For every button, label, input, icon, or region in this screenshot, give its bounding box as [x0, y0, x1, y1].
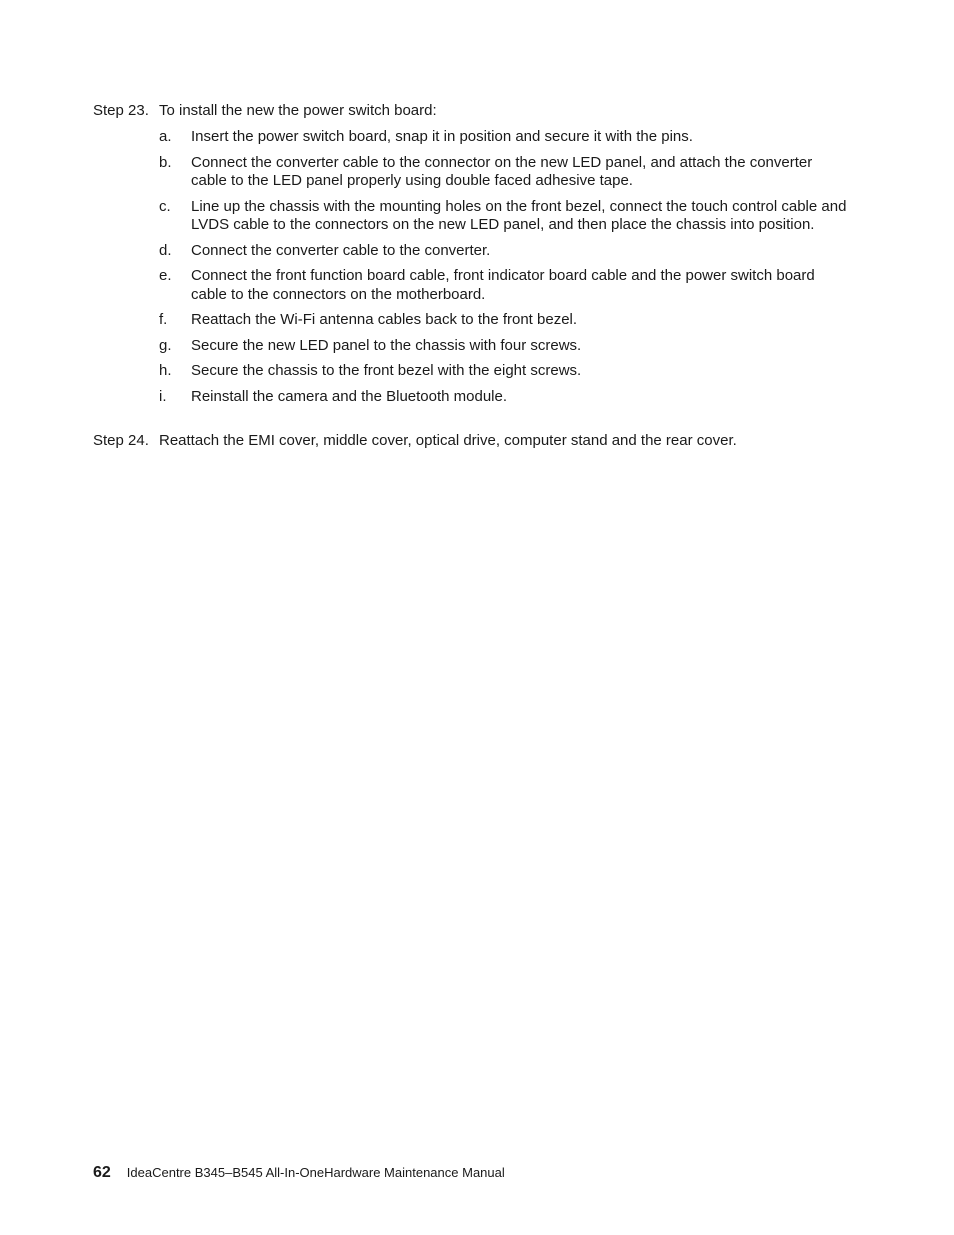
substep-text: Line up the chassis with the mounting holes on the front bezel, connect the touch control cable and LVDS cable to the connectors on the new LED panel, and then place the chassis into position.	[191, 197, 847, 233]
substep-text: Reattach the Wi-Fi antenna cables back to the front bezel.	[191, 311, 578, 328]
substep-text: Connect the front function board cable, front indicator board cable and the power switch board cable to the connectors on the motherboard.	[191, 267, 815, 303]
step-23-substeps	[159, 128, 849, 413]
substep-a	[159, 128, 849, 147]
substep-text: Insert the power switch board, snap it in position and secure it with the pins.	[191, 128, 693, 145]
substep-c	[159, 198, 849, 235]
substep-e	[159, 267, 849, 304]
substep-marker: e.	[159, 267, 172, 284]
substep-text: Connect the converter cable to the converter.	[191, 241, 491, 259]
step-24-label: Step 24.	[93, 432, 149, 449]
substep-marker: c.	[159, 197, 171, 215]
substep-i	[159, 388, 849, 407]
step-23-text: To install the new the power switch board:	[159, 102, 437, 119]
step-23-label: Step 23.	[93, 102, 149, 119]
substep-text: Secure the new LED panel to the chassis with four screws.	[191, 336, 582, 354]
substep-marker: d.	[159, 241, 172, 259]
substep-d	[159, 242, 849, 261]
substep-g	[159, 337, 849, 356]
substep-h	[159, 362, 849, 381]
substep-marker: i.	[159, 387, 167, 405]
substep-text: Secure the chassis to the front bezel with the eight screws.	[191, 362, 582, 379]
page-footer	[93, 1164, 505, 1182]
substep-marker: a.	[159, 128, 172, 145]
step-23	[93, 102, 863, 121]
manual-title: IdeaCentre B345–B545 All-In-OneHardware Maintenance Manual	[126, 1165, 505, 1180]
substep-f	[159, 311, 849, 330]
substep-text: Connect the converter cable to the connector on the new LED panel, and attach the converter cable to the LED panel properly using double faced adhesive tape.	[191, 153, 813, 189]
step-24-text: Reattach the EMI cover, middle cover, optical drive, computer stand and the rear cover.	[159, 432, 737, 449]
substep-marker: h.	[159, 362, 172, 379]
substep-marker: f.	[159, 311, 168, 328]
substep-text: Reinstall the camera and the Bluetooth module.	[191, 387, 508, 405]
page-number: 62	[93, 1164, 111, 1181]
step-24	[93, 432, 863, 451]
substep-b	[159, 154, 849, 191]
substep-marker: b.	[159, 153, 172, 171]
substep-marker: g.	[159, 336, 172, 354]
